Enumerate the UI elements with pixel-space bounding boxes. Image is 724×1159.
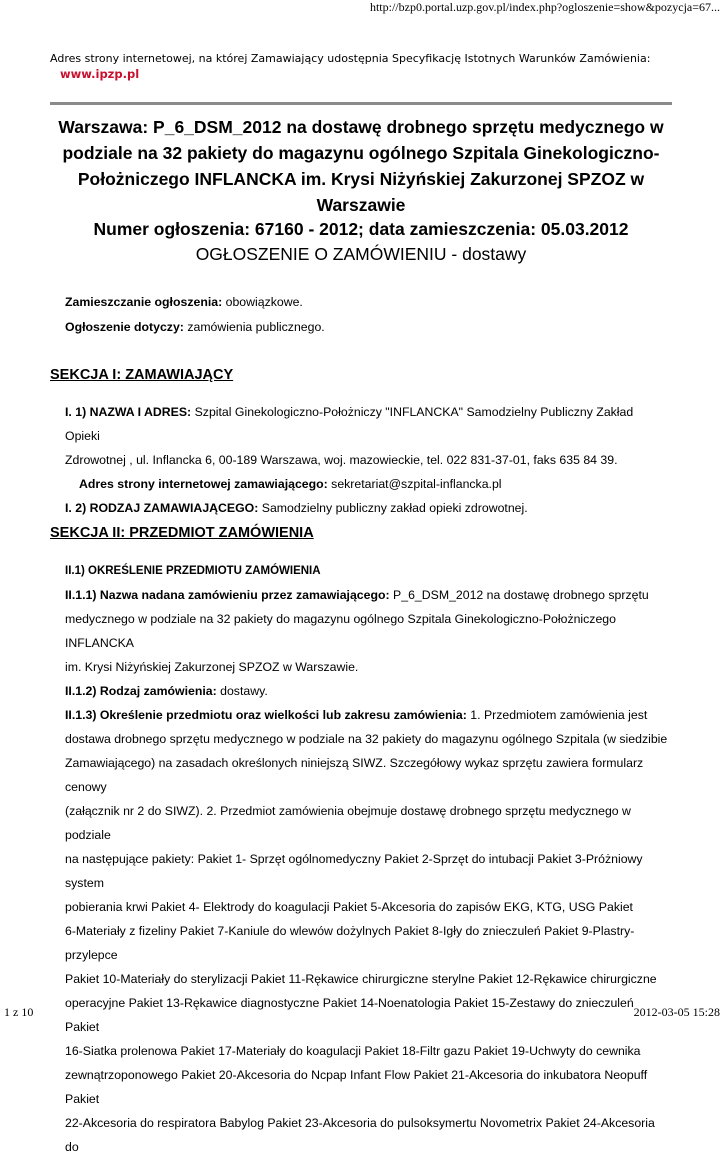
scope-line: 6-Materiały z fizeliny Pakiet 7-Kaniule do wlewów dożylnych Pakiet 8-Igły do znieczuleń Pakiet 9-Plastry-przylepce	[65, 924, 635, 962]
field-value: im. Krysi Niżyńskiej Zakurzonej SPZOZ w Warszawie.	[65, 660, 359, 674]
contracting-name	[65, 400, 670, 448]
scope-line: (załącznik nr 2 do SIWZ). 2. Przedmiot zamówienia obejmuje dostawę drobnego sprzętu medycznego w podziale	[65, 804, 631, 842]
notice-number: Numer ogłoszenia: 67160 - 2012; data zamieszczenia: 05.03.2012	[93, 219, 629, 239]
scope-line: Pakiet 10-Materiały do sterylizacji Pakiet 11-Rękawice chirurgiczne sterylne Pakiet 12-Rękawice chirurgiczne	[65, 972, 657, 986]
subsection-heading: II.1) OKREŚLENIE PRZEDMIOTU ZAMÓWIENIA	[65, 565, 321, 577]
meta-label: Zamieszczanie ogłoszenia:	[65, 295, 223, 309]
contracting-type	[65, 496, 670, 520]
scope-line: na następujące pakiety: Pakiet 1- Sprzęt ogólnomedyczny Pakiet 2-Sprzęt do intubacji Pakiet 3-Próżniowy system	[65, 852, 643, 890]
meta-value: zamówienia publicznego.	[187, 320, 325, 334]
meta-concerns	[65, 320, 325, 334]
siwz-address-link[interactable]: www.ipzp.pl	[60, 67, 140, 81]
field-value: P_6_DSM_2012 na dostawę drobnego sprzętu	[393, 588, 649, 602]
print-header-url: http://bzp0.portal.uzp.gov.pl/index.php?ogloszenie=show&pozycja=67...	[369, 0, 720, 14]
contracting-website	[65, 472, 670, 496]
scope-line: zewnątrzoponowego Pakiet 20-Akcesoria do Ncpap Infant Flow Pakiet 21-Akcesoria do inkubatora Neopuff Pakiet	[65, 1068, 648, 1106]
field-label: I. 1) NAZWA I ADRES:	[65, 405, 192, 419]
order-type	[65, 679, 670, 703]
section-2-body	[65, 559, 670, 1159]
scope-line: 16-Siatka prolenowa Pakiet 17-Materiały do koagulacji Pakiet 18-Filtr gazu Pakiet 19-Uchwyty do cewnika	[65, 1044, 641, 1058]
meta-value: obowiązkowe.	[225, 295, 303, 309]
scope-line: dostawa drobnego sprzętu medycznego w podziale na 32 pakiety do magazynu ogólnego Szpitala (w siedzibie	[65, 732, 668, 746]
scope-line: operacyjne Pakiet 13-Rękawice diagnostyczne Pakiet 14-Noenatologia Pakiet 15-Zestawy do znieczuleń Pakiet	[65, 996, 634, 1034]
field-label: Adres strony internetowej zamawiającego:	[79, 477, 328, 491]
title-line: Położniczego INFLANCKA im. Krysi Niżyńskiej Zakurzonej SPZOZ w	[77, 169, 645, 189]
print-timestamp: 2012-03-05 15:28	[633, 1005, 720, 1019]
title-line: podziale na 32 pakiety do magazynu ogólnego Szpitala Ginekologiczno-	[62, 143, 660, 163]
notice-type: OGŁOSZENIE O ZAMÓWIENIU - dostawy	[195, 244, 527, 264]
field-value: Samodzielny publiczny zakład opieki zdrowotnej.	[261, 501, 528, 515]
order-scope	[65, 703, 670, 727]
section-2-heading: SEKCJA II: PRZEDMIOT ZAMÓWIENIA	[50, 525, 314, 541]
field-label: II.1.1) Nazwa nadana zamówieniu przez zamawiającego:	[65, 588, 390, 602]
field-value: Zdrowotnej , ul. Inflancka 6, 00-189 Warszawa, woj. mazowieckie, tel. 022 831-37-01, faks 635 84 39.	[65, 453, 618, 467]
page-counter: 1 z 10	[4, 1005, 34, 1019]
order-name	[65, 583, 670, 607]
header-divider	[50, 102, 672, 105]
field-label: I. 2) RODZAJ ZAMAWIAJĄCEGO:	[65, 501, 259, 515]
section-1-heading: SEKCJA I: ZAMAWIAJĄCY	[50, 367, 234, 383]
scope-line: Zamawiającego) na zasadach określonych niniejszą SIWZ. Szczegółowy wykaz sprzętu zawiera formularz cenowy	[65, 756, 644, 794]
meta-label: Ogłoszenie dotyczy:	[65, 320, 184, 334]
field-value: 1. Przedmiotem zamówienia jest	[470, 708, 648, 722]
field-value: Szpital Ginekologiczno-Położniczy "INFLANCKA" Samodzielny Publiczny Zakład Opieki	[65, 405, 634, 443]
title-line: Warszawie	[316, 195, 406, 215]
field-value: medycznego w podziale na 32 pakiety do magazynu ogólnego Szpitala Ginekologiczno-Położniczego INFLANCKA	[65, 612, 616, 650]
siwz-address-label: Adres strony internetowej, na której Zamawiający udostępnia Specyfikację Istotnych Warunków Zamówienia:	[50, 52, 651, 65]
field-value: dostawy.	[220, 684, 268, 698]
field-value: sekretariat@szpital-inflancka.pl	[331, 477, 502, 491]
title-line: Warszawa: P_6_DSM_2012 na dostawę drobnego sprzętu medycznego w	[58, 117, 664, 137]
field-label: II.1.2) Rodzaj zamówienia:	[65, 684, 217, 698]
meta-publication	[65, 295, 303, 309]
notice-title	[50, 114, 672, 218]
section-1-body	[65, 400, 670, 520]
scope-line: 22-Akcesoria do respiratora Babylog Pakiet 23-Akcesoria do pulsoksymertu Novometrix Pakiet 24-Akcesoria do	[65, 1116, 655, 1154]
field-label: II.1.3) Określenie przedmiotu oraz wielkości lub zakresu zamówienia:	[65, 708, 467, 722]
scope-line: pobierania krwi Pakiet 4- Elektrody do koagulacji Pakiet 5-Akcesoria do zapisów EKG, KTG, USG Pakiet	[65, 900, 633, 914]
